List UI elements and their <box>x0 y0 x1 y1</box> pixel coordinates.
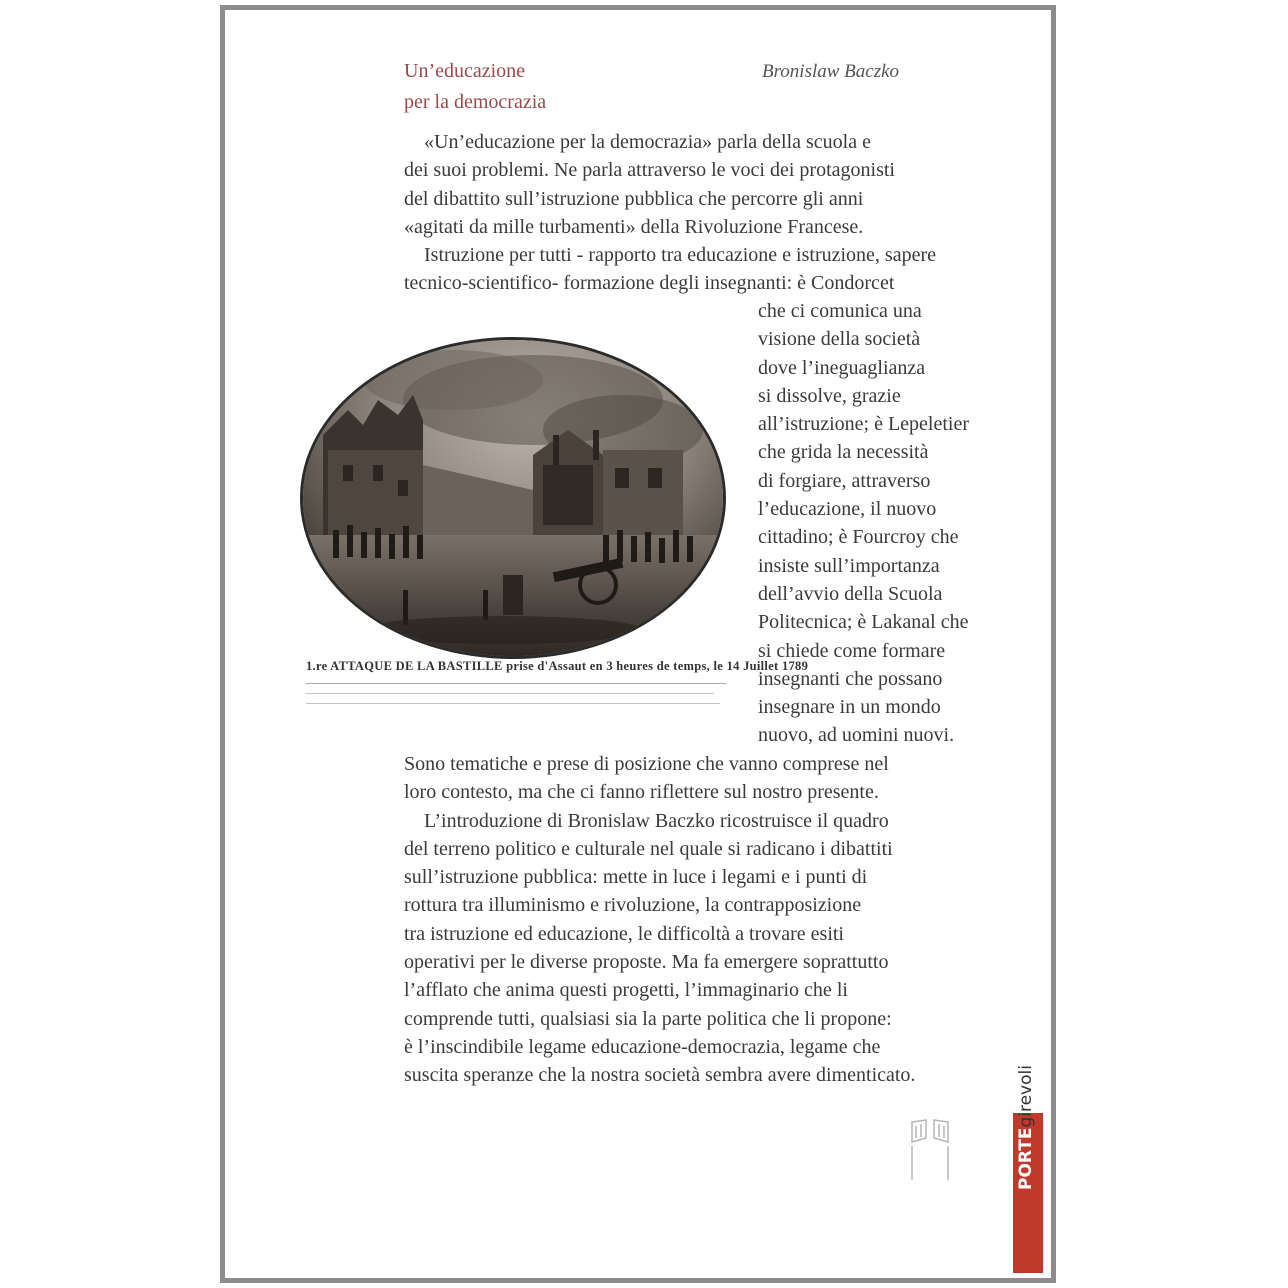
blurb-line: tecnico-scientifico- formazione degli insegnanti: è Condorcet <box>404 272 895 295</box>
book-title <box>404 56 546 118</box>
blurb-line: Politecnica; è Lakanal che <box>758 611 969 634</box>
blurb-line: insiste sull’importanza <box>758 554 940 577</box>
book-author: Bronislaw Baczko <box>762 61 900 82</box>
blurb-line: si dissolve, grazie <box>758 384 901 407</box>
engraving-oval <box>300 337 726 659</box>
blurb-line: visione della società <box>758 328 921 351</box>
blurb-line: si chiede come formare <box>758 639 946 662</box>
blurb-line: insegnare in un mondo <box>758 696 941 719</box>
blurb-line: dell’avvio della Scuola <box>758 582 943 605</box>
blurb-line: è l’inscindibile legame educazione-democrazia, legame che <box>404 1035 881 1058</box>
blurb-line: del dibattito sull’istruzione pubblica che percorre gli anni <box>404 187 864 210</box>
blurb-line: comprende tutti, qualsiasi sia la parte politica che li propone: <box>404 1007 892 1030</box>
blurb-line: dei suoi problemi. Ne parla attraverso le voci dei protagonisti <box>404 159 895 182</box>
blurb-side <box>758 297 969 750</box>
blurb-line: «Un’educazione per la democrazia» parla della scuola e <box>424 131 871 153</box>
blurb-line: sull’istruzione pubblica: mette in luce i legami e i punti di <box>404 866 868 889</box>
publisher-logo-icon <box>906 1118 954 1182</box>
blurb-line: del terreno politico e culturale nel quale si radicano i dibattiti <box>404 837 893 860</box>
blurb-line: operativi per le diverse proposte. Ma fa emergere soprattutto <box>404 951 889 974</box>
series-name <box>1016 1065 1036 1190</box>
engraving-caption <box>306 659 809 704</box>
series-name-bold: PORTE <box>1016 1127 1036 1190</box>
blurb-line: rottura tra illuminismo e rivoluzione, la contrapposizione <box>404 894 862 917</box>
blurb-line: loro contesto, ma che ci fanno riflettere sul nostro presente. <box>404 781 879 804</box>
caption-fine-print <box>306 683 726 684</box>
blurb-line: di forgiare, attraverso <box>758 469 931 492</box>
blurb-line: nuovo, ad uomini nuovi. <box>758 724 955 747</box>
blurb-line: che grida la necessità <box>758 441 929 464</box>
blurb-line: dove l’ineguaglianza <box>758 356 926 379</box>
blurb-line: cittadino; è Fourcroy che <box>758 526 959 549</box>
blurb-line: «agitati da mille turbamenti» della Rivoluzione Francese. <box>404 215 864 238</box>
blurb-line: suscita speranze che la nostra società sembra avere dimenticato. <box>404 1064 916 1087</box>
blurb-line: insegnanti che possano <box>758 667 943 690</box>
title-line-1: Un’educazione <box>404 60 526 82</box>
title-line-2: per la democrazia <box>404 91 547 113</box>
series-name-rest: girevoli <box>1016 1065 1036 1128</box>
blurb-line: all’istruzione; è Lepeletier <box>758 413 970 436</box>
blurb-top <box>404 128 936 298</box>
caption-fine-print <box>306 693 714 694</box>
caption-fine-print <box>306 703 720 704</box>
blurb-line: che ci comunica una <box>758 300 922 322</box>
blurb-line: tra istruzione ed educazione, le difficoltà a trovare esiti <box>404 922 844 945</box>
blurb-line: l’afflato che anima questi progetti, l’immaginario che li <box>404 979 848 1002</box>
bastille-scene-image <box>303 340 723 656</box>
blurb-line: l’educazione, il nuovo <box>758 498 937 521</box>
blurb-line: Sono tematiche e prese di posizione che vanno comprese nel <box>404 753 889 775</box>
blurb-line: Istruzione per tutti - rapporto tra educazione e istruzione, sapere <box>424 244 937 267</box>
engraving-caption-title: 1.re ATTAQUE DE LA BASTILLE prise d'Assaut en 3 heures de temps, le 14 Juillet 1789 <box>306 659 809 673</box>
blurb-bottom <box>404 750 915 1090</box>
bastille-engraving <box>298 337 809 709</box>
blurb-line: L’introduzione di Bronislaw Baczko ricostruisce il quadro <box>424 809 889 832</box>
